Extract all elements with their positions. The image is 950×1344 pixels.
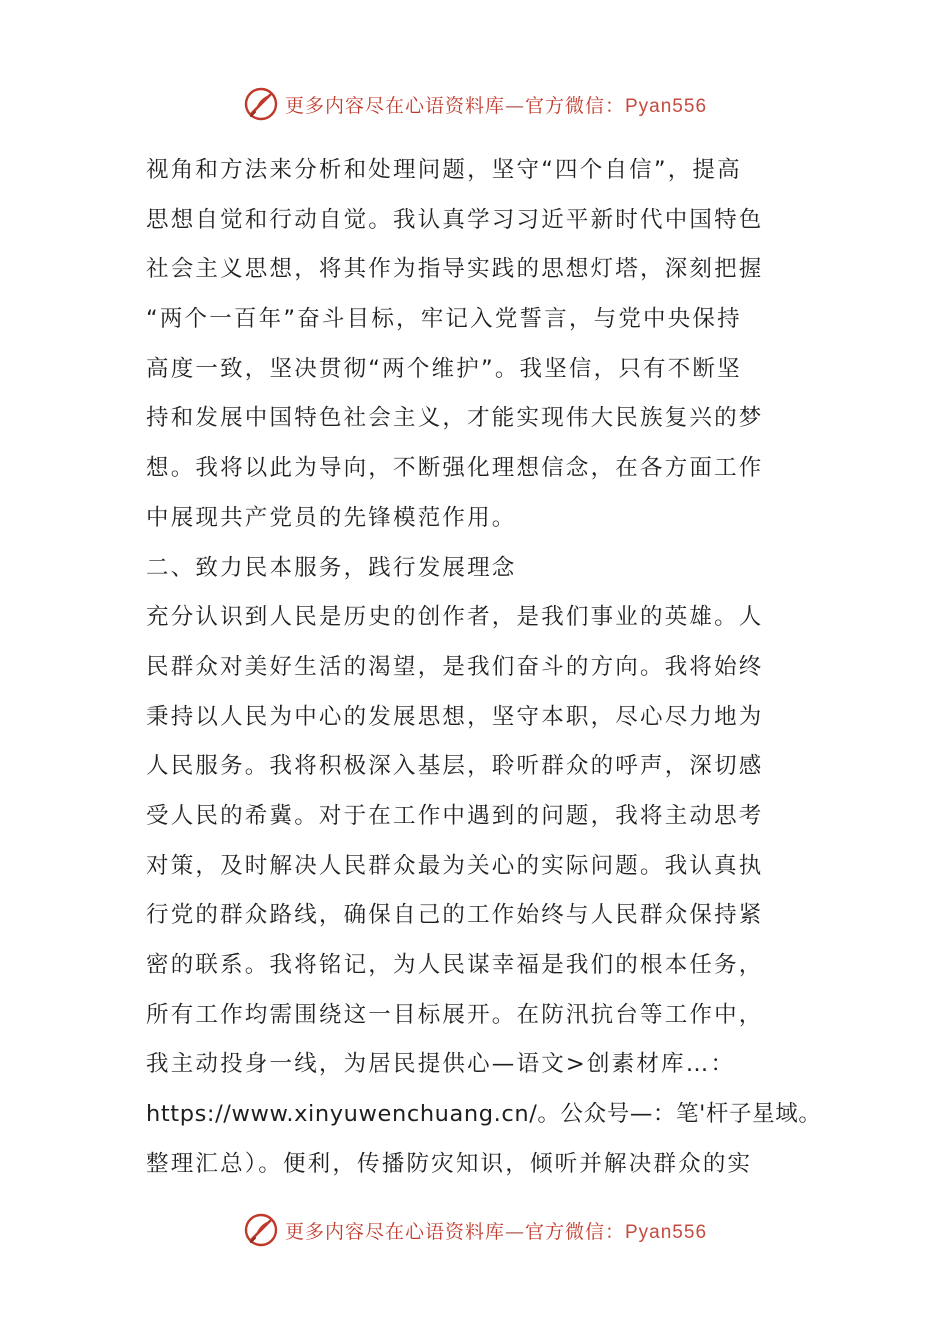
footer-banner-text [285,1217,707,1244]
body-line: “两个一百年”奋斗目标，牢记入党誓言，与党中央保持 [146,306,742,333]
body-line-url: https://www.xinyuwenchuang.cn/。公众号—：笔'杆子星域。 [146,1101,822,1128]
header-banner [0,84,950,124]
header-wechat-label: 官方微信： [524,94,625,117]
body-line: 我主动投身一线，为居民提供心—语文>创素材库…： [146,1051,736,1078]
footer-banner [0,1210,950,1250]
footer-separator: — [504,1220,525,1243]
body-line: 整理汇总）。便利，传播防灾知识，倾听并解决群众的实 [146,1150,753,1177]
body-line: 秉持以人民为中心的发展思想，坚守本职，尽心尽力地为 [146,703,764,730]
quill-logo-icon [243,1212,279,1248]
body-line: 行党的群众路线，确保自己的工作始终与人民群众保持紧 [146,902,764,929]
body-line: 密的联系。我将铭记，为人民谋幸福是我们的根本任务， [146,952,764,978]
footer-wechat-id: Pyan556 [625,1221,708,1243]
body-line: 民群众对美好生活的渴望，是我们奋斗的方向。我将始终 [146,653,764,680]
document-body [146,146,826,1189]
body-line: 想。我将以此为导向，不断强化理想信念，在各方面工作 [146,455,764,482]
header-separator: — [504,94,525,117]
body-line: 受人民的希冀。对于在工作中遇到的问题，我将主动思考 [146,802,764,829]
header-brand-text: 更多内容尽在心语资料库 [284,94,505,117]
body-line: 充分认识到人民是历史的创作者，是我们事业的英雄。人 [146,604,764,631]
footer-brand-text: 更多内容尽在心语资料库 [284,1220,505,1243]
header-wechat-id: Pyan556 [625,95,708,117]
body-line: 持和发展中国特色社会主义，才能实现伟大民族复兴的梦 [146,405,764,432]
header-banner-text [285,91,707,118]
body-line: 社会主义思想，将其作为指导实践的思想灯塔，深刻把握 [146,256,764,283]
body-line: 高度一致，坚决贯彻“两个维护”。我坚信，只有不断坚 [146,355,742,382]
body-line: 人民服务。我将积极深入基层，聆听群众的呼声，深切感 [146,753,764,780]
body-line: 视角和方法来分析和处理问题，坚守“四个自信”，提高 [146,157,742,183]
footer-wechat-label: 官方微信： [524,1220,625,1243]
section-heading: 二、致力民本服务，践行发展理念 [146,554,517,581]
body-line: 中展现共产党员的先锋模范作用。 [146,504,517,531]
body-line: 所有工作均需围绕这一目标展开。在防汛抗台等工作中， [146,1001,764,1028]
body-line: 思想自觉和行动自觉。我认真学习习近平新时代中国特色 [146,206,764,233]
quill-logo-icon [243,86,279,122]
body-line: 对策，及时解决人民群众最为关心的实际问题。我认真执 [146,852,764,879]
